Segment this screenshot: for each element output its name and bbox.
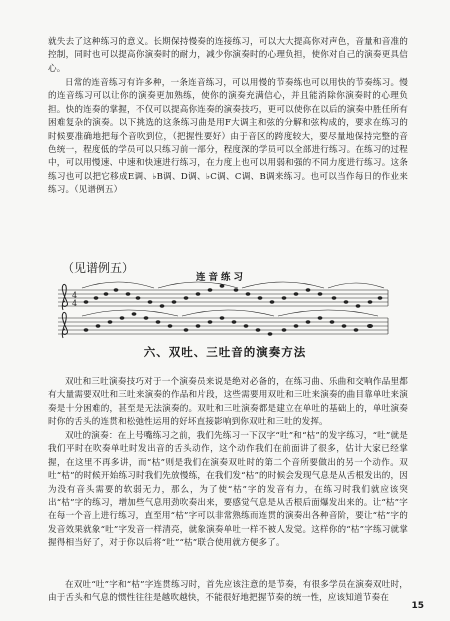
svg-text:4: 4 [72,299,78,308]
paragraph-double-tonguing-method: 双吐的演奏：在上号嘴练习之前，我们先练习一下汉字“吐”和“枯”的发字练习，“吐”就是我们平时在吹奏单吐时发出音的舌头动作，这个动作我们在前面讲了很多，估计大家已经掌握，在这里不再多讲，而“枯”则是我们在演奏双吐时的第二个音所要做出的另一个动作。双吐“枯”的时候开始练习时我们先放慢练，在我们发“枯”的时候会发现气息是从舌根发出的，因为没有音头需要的软弱无力，那么，为了使“枯”字的发音有力，在练习时我们就应该突出“枯”字的练习，增加些气息用劲吹奏出来，要感觉气息是从舌根后面爆发出来的。让“枯”字在每一个音上进行练习，直至用“枯”字可以非常熟练而连贯的演奏出各种音阶，要让“枯”字的发音效果就象“吐”字发音一样清亮，就象演奏单吐一样不被人发觉。这样你的“枯”字练习就掌握得相当好了，对于你以后将“吐”“枯”联合使用就方便多了。 [48,431,408,549]
paragraph-continuation: 在双吐“吐”字和“枯”字连贯练习时，首先应该注意的是节奏，有很多学员在演奏双吐时，由于舌头和气息的惯性往往是越吹越快，不能很好地把握节奏的统一性，应该知道节奏在 [48,580,408,604]
paragraph-double-triple-tonguing: 双吐和三吐演奏技巧对于一个演奏员来说是绝对必备的，在练习曲、乐曲和交响作品里都有大量需要双吐和三吐来演奏的作品和片段，这些需要用双吐和三吐来演奏的曲目靠单吐来演奏是十分困难的，甚至是无法演奏的。双吐和三吐演奏都是建立在单吐的基础上的，单吐演奏时你的舌头的连贯和松弛性运用的好坏直接影响到你双吐和三吐的发挥。 [48,377,408,428]
paragraph-top: 就失去了这种练习的意义。长期保持慢奏的连接练习，可以大大提高你对声色，音量和音准的控制，同时也可以提高你演奏时的耐力，减少你演奏时的心理负担，使你对自己的演奏更具信心。 [48,37,408,74]
paragraph-legato-practice: 日常的连音练习有许多种，一条连音练习，可以用慢的节奏练也可以用快的节奏练习。慢的连音练习可以让你的演奏更加熟练，使你的演奏充满信心，并且能消除你演奏时的心理负担。快的连奏的掌握，不仅可以提高你连奏的演奏技巧，更可以使你在以后的演奏中胜任所有困难复杂的演奏。以下挑选的这条练习曲是用F大调主和弦的分解和弦构成的，要求在练习的时候要准确地把每个音吹到位，（把握性要好）由于音区的跨度较大，要尽量地保持完整的音色统一，程度低的学员可以只练习前一部分，程度深的学员可以全部进行练习。在练习的过程中，可以用慢速、中速和快速进行练习，在力度上也可以用弱和强的不同力度进行练习。这条练习也可以把它移成E调、♭B调、D调、♭C调、C调、B调来练习。也可以当作每日的作业来练习。（见谱例五） [48,78,408,196]
svg-text:4: 4 [72,291,78,300]
example-label: （见谱例五） [62,261,135,275]
score-title: 连音练习 [196,272,247,283]
page-number: 15 [411,601,424,611]
section-heading: 六、双吐、三吐音的演奏方法 [143,345,307,359]
music-score-image [58,280,398,340]
